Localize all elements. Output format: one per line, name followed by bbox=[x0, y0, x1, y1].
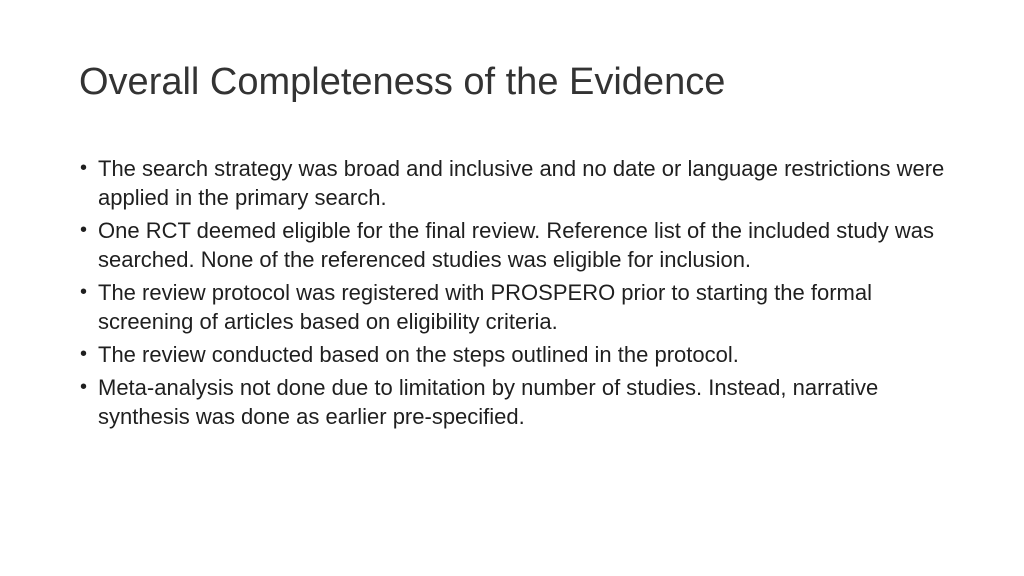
bullet-text: The review conducted based on the steps outlined in the protocol. bbox=[98, 342, 739, 367]
bullet-text: The search strategy was broad and inclusive and no date or language restrictions were applied in the primary search. bbox=[98, 156, 945, 210]
bullet-text: The review protocol was registered with PROSPERO prior to starting the formal screening of articles based on eligibility criteria. bbox=[98, 280, 872, 334]
bullet-item bbox=[78, 373, 958, 431]
bullet-marker: • bbox=[80, 376, 88, 398]
bullet-text: One RCT deemed eligible for the final review. Reference list of the included study was searched. None of the referenced studies was eligible for inclusion. bbox=[98, 218, 935, 272]
slide-title: Overall Completeness of the Evidence bbox=[79, 61, 726, 103]
bullet-item bbox=[78, 340, 958, 369]
bullet-item bbox=[78, 278, 958, 336]
bullet-item bbox=[78, 154, 958, 212]
bullet-item bbox=[78, 216, 958, 274]
bullet-marker: • bbox=[80, 157, 88, 179]
bullet-marker: • bbox=[80, 219, 88, 241]
bullet-text: Meta-analysis not done due to limitation by number of studies. Instead, narrative synthesis was done as earlier pre-specified. bbox=[98, 375, 879, 429]
bullet-marker: • bbox=[80, 281, 88, 303]
bullet-list bbox=[78, 154, 958, 435]
bullet-marker: • bbox=[80, 343, 88, 365]
